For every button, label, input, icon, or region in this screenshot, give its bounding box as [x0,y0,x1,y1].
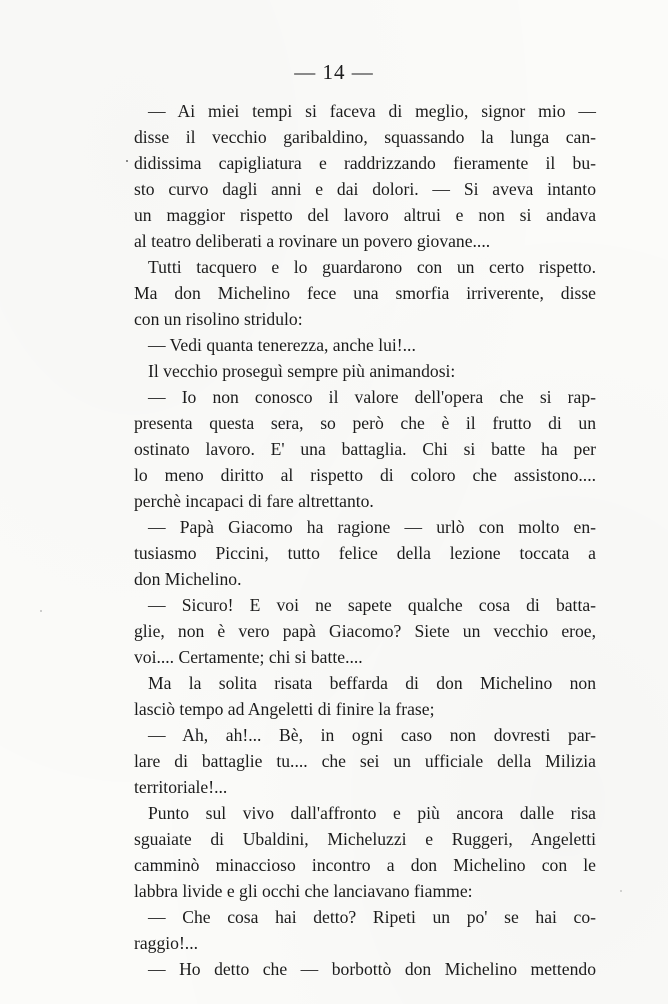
text-line: voi.... Certamente; chi si batte.... [134,647,363,667]
text-line: raggio!... [134,933,199,953]
text-line: — Ah, ah!... Bè, in ogni caso non dovresti par- [148,725,596,745]
text-line: presenta questa sera, so però che è il frutto di un [134,413,596,433]
text-line: — Che cosa hai detto? Ripeti un po' se hai co- [148,907,596,927]
print-speck [126,160,128,162]
page-number: — 14 — [294,60,374,84]
text-line: — Io non conosco il valore dell'opera che si rap- [148,387,596,407]
text-line: — Ai miei tempi si faceva di meglio, signor mio — [148,101,596,121]
text-line: con un risolino stridulo: [134,309,303,329]
text-line: sguaiate di Ubaldini, Micheluzzi e Ruggeri, Angeletti [134,829,596,849]
text-line: — Papà Giacomo ha ragione — urlò con molto en- [148,517,596,537]
text-line: Tutti tacquero e lo guardarono con un certo rispetto. [148,257,596,277]
text-line: — Vedi quanta tenerezza, anche lui!... [148,335,416,355]
text-line: al teatro deliberati a rovinare un povero giovane.... [134,231,491,251]
text-line: territoriale!... [134,777,228,797]
text-line: — Ho detto che — borbottò don Michelino mettendo [148,959,596,979]
text-line: Punto sul vivo dall'affronto e più ancora dalle risa [148,803,596,823]
text-line: disse il vecchio garibaldino, squassando la lunga can- [134,127,596,147]
text-line: perchè incapaci di fare altrettanto. [134,491,374,511]
text-line: Il vecchio proseguì sempre più animandosi: [148,361,456,381]
text-line: camminò minaccioso incontro a don Michelino con le [134,855,596,875]
body-text [134,98,596,982]
print-speck [40,610,42,612]
text-line: — Sicuro! E voi ne sapete qualche cosa di batta- [148,595,596,615]
text-line: lare di battaglie tu.... che sei un ufficiale della Milizia [134,751,596,771]
text-line: labbra livide e gli occhi che lanciavano fiamme: [134,881,473,901]
text-line: didissima capigliatura e raddrizzando fieramente il bu- [134,153,596,173]
text-line: ostinato lavoro. E' una battaglia. Chi si batte ha per [134,439,596,459]
text-line: Ma don Michelino fece una smorfia irriverente, disse [134,283,596,303]
print-speck [620,890,622,892]
text-line: sto curvo dagli anni e dai dolori. — Si aveva intanto [134,179,596,199]
text-line: un maggior rispetto del lavoro altrui e non si andava [134,205,596,225]
text-line: Ma la solita risata beffarda di don Michelino non [148,673,596,693]
text-line: tusiasmo Piccini, tutto felice della lezione toccata a [134,543,596,563]
text-line: glie, non è vero papà Giacomo? Siete un vecchio eroe, [134,621,596,641]
text-line: lo meno diritto al rispetto di coloro che assistono.... [134,465,596,485]
text-line: don Michelino. [134,569,242,589]
text-line: lasciò tempo ad Angeletti di finire la frase; [134,699,435,719]
